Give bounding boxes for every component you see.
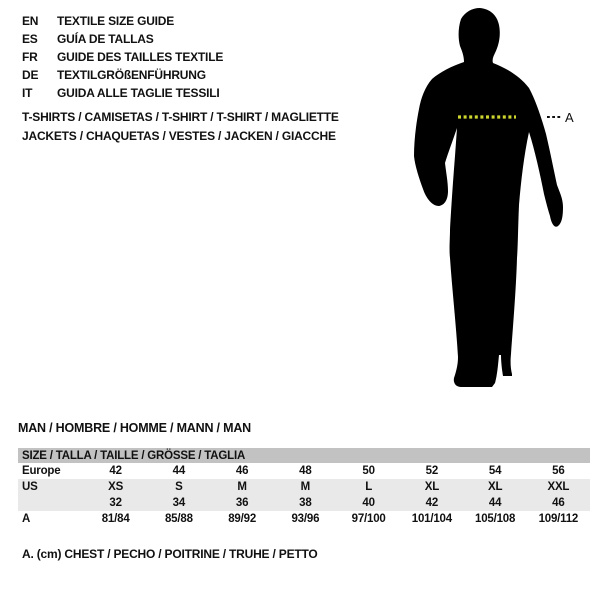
lang-code: FR [22, 50, 38, 64]
table-row-us-letters [18, 479, 590, 495]
language-guide [22, 12, 223, 102]
size-cell: 81/84 [101, 513, 130, 525]
size-cell: 42 [425, 497, 439, 509]
size-cell: M [300, 481, 311, 493]
lang-code: ES [22, 32, 38, 46]
row-label-us: US [22, 481, 38, 493]
lang-row-it [22, 84, 223, 102]
size-cell: 56 [552, 465, 565, 477]
size-cell: 48 [299, 465, 312, 477]
section-title-man: MAN / HOMBRE / HOMME / MANN / MAN [18, 421, 251, 435]
size-table-header: SIZE / TALLA / TAILLE / GRÖSSE / TAGLIA [18, 448, 590, 463]
size-cell: 36 [235, 497, 249, 509]
lang-row-fr [22, 48, 223, 66]
lang-row-en [22, 12, 223, 30]
size-cell: M [237, 481, 247, 493]
size-cell: 105/108 [475, 513, 516, 525]
category-line-jackets: JACKETS / CHAQUETAS / VESTES / JACKEN / GIACCHE [22, 129, 336, 143]
size-cell: 32 [109, 497, 122, 509]
lang-row-de [22, 66, 223, 84]
lang-code: DE [22, 68, 39, 82]
size-cell: 85/88 [164, 513, 193, 525]
measurement-footnote: A. (cm) CHEST / PECHO / POITRINE / TRUHE / PETTO [22, 547, 318, 561]
lang-label: TEXTILGRÖßENFÜHRUNG [57, 68, 206, 82]
size-table [18, 448, 590, 527]
size-cell: 52 [425, 465, 439, 477]
size-cell: 109/112 [538, 513, 579, 525]
lang-code: IT [22, 86, 33, 100]
table-row-europe [18, 463, 590, 479]
size-cell: 40 [362, 497, 375, 509]
size-cell: XL [487, 481, 503, 493]
size-cell: 44 [488, 497, 502, 509]
size-cell: 34 [172, 497, 186, 509]
garment-categories [22, 108, 339, 146]
lang-code: EN [22, 14, 39, 28]
table-row-chest-a [18, 511, 590, 527]
size-cell: 46 [552, 497, 565, 509]
silhouette-figure [412, 5, 580, 397]
size-cell: 50 [362, 465, 375, 477]
measure-label-a: A [565, 110, 574, 125]
size-cell: 89/92 [228, 513, 257, 525]
size-cell: 44 [172, 465, 186, 477]
lang-label: TEXTILE SIZE GUIDE [57, 14, 175, 28]
size-cell: 42 [109, 465, 122, 477]
size-cell: L [365, 481, 373, 493]
size-cell: 101/104 [411, 513, 452, 525]
size-cell: 97/100 [351, 513, 386, 525]
size-cell: XXL [547, 481, 570, 493]
size-cell: 46 [235, 465, 249, 477]
row-label-europe: Europe [22, 465, 61, 477]
table-row-us-numbers [18, 495, 590, 511]
category-line-tshirts: T-SHIRTS / CAMISETAS / T-SHIRT / T-SHIRT / MAGLIETTE [22, 110, 339, 124]
lang-row-es [22, 30, 223, 48]
lang-label: GUIDE DES TAILLES TEXTILE [57, 50, 224, 64]
size-cell: 93/96 [291, 513, 320, 525]
man-silhouette [414, 8, 563, 387]
row-label-a: A [22, 513, 31, 525]
size-cell: XS [108, 481, 124, 493]
size-cell: 38 [299, 497, 312, 509]
size-cell: S [175, 481, 183, 493]
lang-label: GUIDA ALLE TAGLIE TESSILI [57, 86, 220, 100]
size-cell: 54 [488, 465, 502, 477]
lang-label: GUÍA DE TALLAS [57, 32, 154, 46]
size-cell: XL [424, 481, 440, 493]
